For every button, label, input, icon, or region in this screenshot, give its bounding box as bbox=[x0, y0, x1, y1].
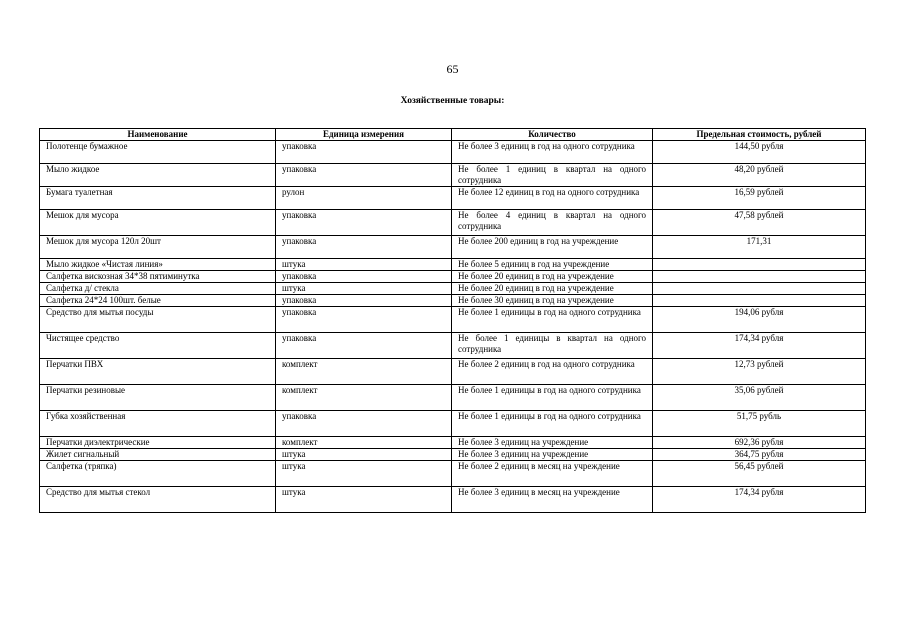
cell-unit: комплект bbox=[276, 359, 452, 385]
table-row bbox=[40, 164, 866, 187]
cell-quantity: Не более 1 единицы в квартал на одного сотрудника bbox=[452, 333, 653, 359]
table-row bbox=[40, 385, 866, 411]
cell-price: 51,75 рубль bbox=[653, 411, 866, 437]
cell-name: Салфетка вискозная 34*38 пятиминутка bbox=[40, 271, 276, 283]
cell-quantity: Не более 3 единиц на учреждение bbox=[452, 437, 653, 449]
table-row bbox=[40, 333, 866, 359]
cell-unit: упаковка bbox=[276, 333, 452, 359]
cell-unit: комплект bbox=[276, 385, 452, 411]
cell-unit: упаковка bbox=[276, 236, 452, 259]
table-row bbox=[40, 295, 866, 307]
table-header-row bbox=[40, 129, 866, 141]
cell-unit: штука bbox=[276, 283, 452, 295]
table-row bbox=[40, 271, 866, 283]
cell-price: 12,73 рублей bbox=[653, 359, 866, 385]
cell-price: 194,06 рубля bbox=[653, 307, 866, 333]
cell-unit: упаковка bbox=[276, 210, 452, 236]
header-unit: Единица измерения bbox=[276, 129, 452, 141]
cell-quantity: Не более 20 единиц в год на учреждение bbox=[452, 271, 653, 283]
cell-name: Салфетка д/ стекла bbox=[40, 283, 276, 295]
cell-name: Мешок для мусора bbox=[40, 210, 276, 236]
cell-quantity: Не более 1 единицы в год на одного сотрудника bbox=[452, 385, 653, 411]
cell-unit: упаковка bbox=[276, 141, 452, 164]
cell-unit: упаковка bbox=[276, 307, 452, 333]
cell-unit: рулон bbox=[276, 187, 452, 210]
cell-quantity: Не более 1 единиц в квартал на одного сотрудника bbox=[452, 164, 653, 187]
cell-quantity: Не более 20 единиц в год на учреждение bbox=[452, 283, 653, 295]
cell-name: Мешок для мусора 120л 20шт bbox=[40, 236, 276, 259]
cell-name: Перчатки резиновые bbox=[40, 385, 276, 411]
cell-price bbox=[653, 295, 866, 307]
cell-name: Салфетка 24*24 100шт. белые bbox=[40, 295, 276, 307]
cell-name: Жилет сигнальный bbox=[40, 449, 276, 461]
cell-unit: комплект bbox=[276, 437, 452, 449]
cell-unit: штука bbox=[276, 449, 452, 461]
cell-quantity: Не более 3 единиц в год на одного сотрудника bbox=[452, 141, 653, 164]
cell-price bbox=[653, 271, 866, 283]
table-row bbox=[40, 359, 866, 385]
goods-table bbox=[39, 128, 866, 513]
table-row bbox=[40, 141, 866, 164]
cell-quantity: Не более 12 единиц в год на одного сотрудника bbox=[452, 187, 653, 210]
cell-unit: упаковка bbox=[276, 271, 452, 283]
cell-price: 56,45 рублей bbox=[653, 461, 866, 487]
cell-unit: упаковка bbox=[276, 295, 452, 307]
cell-quantity: Не более 2 единиц в год на одного сотрудника bbox=[452, 359, 653, 385]
cell-price: 48,20 рублей bbox=[653, 164, 866, 187]
cell-unit: штука bbox=[276, 487, 452, 513]
table-row bbox=[40, 307, 866, 333]
section-title: Хозяйственные товары: bbox=[400, 96, 505, 106]
cell-price: 174,34 рубля bbox=[653, 333, 866, 359]
table-row bbox=[40, 210, 866, 236]
cell-quantity: Не более 3 единиц в месяц на учреждение bbox=[452, 487, 653, 513]
cell-unit: упаковка bbox=[276, 164, 452, 187]
cell-name: Перчатки ПВХ bbox=[40, 359, 276, 385]
cell-price: 171,31 bbox=[653, 236, 866, 259]
cell-price: 692,36 рубля bbox=[653, 437, 866, 449]
cell-price bbox=[653, 283, 866, 295]
cell-quantity: Не более 2 единиц в месяц на учреждение bbox=[452, 461, 653, 487]
cell-name: Чистящее средство bbox=[40, 333, 276, 359]
cell-price: 47,58 рублей bbox=[653, 210, 866, 236]
cell-name: Перчатки диэлектрические bbox=[40, 437, 276, 449]
cell-quantity: Не более 1 единицы в год на одного сотрудника bbox=[452, 307, 653, 333]
table-row bbox=[40, 449, 866, 461]
header-price: Предельная стоимость, рублей bbox=[653, 129, 866, 141]
cell-name: Мыло жидкое bbox=[40, 164, 276, 187]
cell-price: 35,06 рублей bbox=[653, 385, 866, 411]
cell-quantity: Не более 1 единицы в год на одного сотрудника bbox=[452, 411, 653, 437]
cell-name: Губка хозяйственная bbox=[40, 411, 276, 437]
cell-quantity: Не более 4 единиц в квартал на одного сотрудника bbox=[452, 210, 653, 236]
table-row bbox=[40, 187, 866, 210]
cell-name: Бумага туалетная bbox=[40, 187, 276, 210]
cell-price: 16,59 рублей bbox=[653, 187, 866, 210]
table-row bbox=[40, 236, 866, 259]
cell-unit: упаковка bbox=[276, 411, 452, 437]
cell-price bbox=[653, 259, 866, 271]
table-row bbox=[40, 487, 866, 513]
cell-quantity: Не более 30 единиц в год на учреждение bbox=[452, 295, 653, 307]
table-row bbox=[40, 259, 866, 271]
cell-name: Мыло жидкое «Чистая линия» bbox=[40, 259, 276, 271]
cell-name: Средство для мытья посуды bbox=[40, 307, 276, 333]
table-row bbox=[40, 283, 866, 295]
cell-price: 364,75 рубля bbox=[653, 449, 866, 461]
cell-quantity: Не более 3 единиц на учреждение bbox=[452, 449, 653, 461]
table-row bbox=[40, 437, 866, 449]
header-name: Наименование bbox=[40, 129, 276, 141]
page-number: 65 bbox=[446, 62, 459, 76]
table-row bbox=[40, 461, 866, 487]
cell-price: 174,34 рубля bbox=[653, 487, 866, 513]
cell-quantity: Не более 5 единиц в год на учреждение bbox=[452, 259, 653, 271]
cell-unit: штука bbox=[276, 259, 452, 271]
cell-name: Средство для мытья стекол bbox=[40, 487, 276, 513]
cell-name: Салфетка (тряпка) bbox=[40, 461, 276, 487]
cell-unit: штука bbox=[276, 461, 452, 487]
header-quantity: Количество bbox=[452, 129, 653, 141]
cell-price: 144,50 рубля bbox=[653, 141, 866, 164]
cell-name: Полотенце бумажное bbox=[40, 141, 276, 164]
cell-quantity: Не более 200 единиц в год на учреждение bbox=[452, 236, 653, 259]
table-row bbox=[40, 411, 866, 437]
